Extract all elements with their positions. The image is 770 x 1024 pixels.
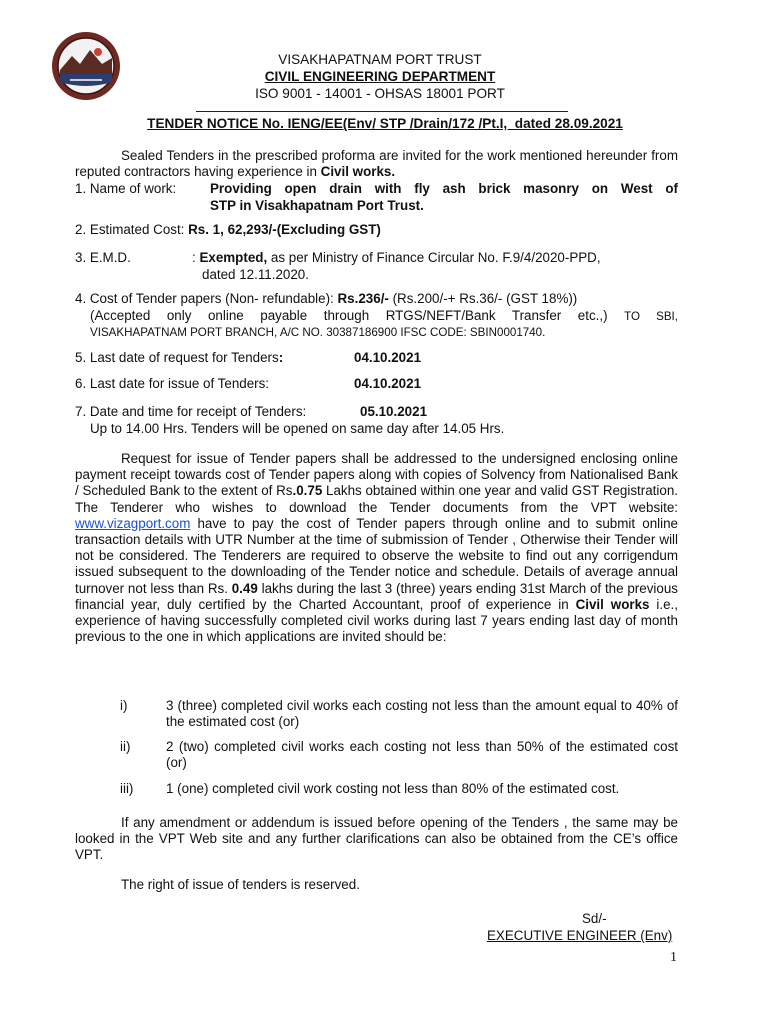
tender-cost-payment-mode: [90, 308, 678, 325]
organization-name: VISAKHAPATNAM PORT TRUST: [278, 52, 482, 67]
list-item: 3 (three) completed civil works each costing not less than the amount equal to 40% of the estimated cost (or): [166, 698, 678, 730]
name-of-work-line1: Providing open drain with fly ash brick masonry on West of: [210, 181, 678, 196]
estimated-cost-row: [75, 222, 381, 238]
intro-bold: Civil works.: [320, 164, 396, 180]
tender-cost-label: 4. Cost of Tender papers (Non- refundable):: [75, 291, 338, 306]
main-text-1: Request for issue of Tender papers shall be addressed to the undersigned enclosing online payment receipt towards cost of Tender papers along with copies of Solvency from Nationalised Bank / Scheduled Bank to the extent of Rs: [75, 451, 678, 499]
name-of-work-label: 1. Name of work:: [75, 181, 177, 196]
issue-date-value: 04.10.2021: [354, 376, 422, 391]
main-text-2: Lakhs obtained within one year and valid GST Registration. The Tenderer who wishes to download the Tender documents from the VPT website:: [75, 483, 678, 515]
payment-mode-text: (Accepted only online payable through RTGS/NEFT/Bank Transfer etc.,): [90, 308, 625, 323]
signatory-title: EXECUTIVE ENGINEER (Env): [487, 928, 673, 943]
emd-label: 3. E.M.D.: [75, 250, 131, 265]
main-text-3: have to pay the cost of Tender papers through online and to submit online transaction details with UTR Number at the time of submission of Tender , Otherwise their Tender will not be considered. The Tenderers are required to observe the website to find out any corrigendum issued subsequent to the downloading of the Tender notice and schedule. Details of average annual turnover not less than Rs.: [75, 515, 678, 596]
civil-works-bold: Civil works: [575, 596, 650, 612]
emd-exempted: Exempted,: [199, 250, 268, 265]
tender-cost-breakup: (Rs.200/-+ Rs.36/- (GST 18%)): [388, 291, 578, 306]
main-text-5: i.e., experience of having successfully completed civil works during last 7 years ending last day of month previous to the one in which applications are invited should be:: [75, 596, 678, 645]
receipt-date-label: 7. Date and time for receipt of Tenders:: [75, 404, 307, 419]
receipt-time-details: Up to 14.00 Hrs. Tenders will be opened on same day after 14.05 Hrs.: [90, 421, 505, 436]
payment-to-bank: TO SBI,: [624, 310, 678, 323]
page-number: 1: [670, 950, 677, 965]
amendment-paragraph: If any amendment or addendum is issued before opening of the Tenders , the same may be looked in the VPT Web site and any further clarifications can also be obtained from the CE’s office VPT.: [75, 815, 678, 863]
list-item-number: ii): [120, 739, 131, 754]
tender-cost-row: [75, 291, 577, 307]
emd-row: [192, 250, 678, 266]
emd-colon: :: [192, 250, 200, 265]
emd-circular-date: dated 12.11.2020.: [202, 267, 309, 282]
list-item-number: i): [120, 698, 128, 713]
website-link[interactable]: www.vizagport.com: [75, 515, 191, 531]
list-item: 2 (two) completed civil works each costing not less than 50% of the estimated cost (or): [166, 739, 678, 771]
request-date-value: 04.10.2021: [354, 350, 422, 365]
estimated-cost-value: Rs. 1, 62,293/-(Excluding GST): [188, 222, 381, 237]
solvency-amount: .0.75: [292, 483, 323, 499]
tender-cost-value: Rs.236/-: [337, 291, 389, 306]
intro-text: Sealed Tenders in the prescribed proforma are invited for the work mentioned hereunder from reputed contractors having experience in: [75, 148, 678, 180]
list-item: 1 (one) completed civil work costing not less than 80% of the estimated cost.: [166, 781, 620, 796]
intro-paragraph: [75, 148, 678, 180]
main-paragraph: [75, 451, 678, 645]
turnover-amount: 0.49: [231, 580, 258, 596]
iso-certification: ISO 9001 - 14001 - OHSAS 18001 PORT: [255, 86, 505, 101]
rights-reserved-text: The right of issue of tenders is reserved.: [121, 877, 360, 892]
main-text-4: lakhs during the last 3 (three) years ending 31st March of the previous financial year, duly certified by the Charted Accountant, proof of experience in: [75, 580, 678, 612]
request-date-row: [75, 350, 283, 366]
header-rule: [196, 111, 568, 112]
list-item-number: iii): [120, 781, 134, 796]
bank-account-details: VISAKHAPATNAM PORT BRANCH, A/C NO. 30387186900 IFSC CODE: SBIN0001740.: [90, 326, 546, 339]
name-of-work-line2: STP in Visakhapatnam Port Trust.: [210, 198, 424, 213]
issue-date-label: 6. Last date for issue of Tenders:: [75, 376, 270, 391]
receipt-date-value: 05.10.2021: [360, 404, 428, 419]
estimated-cost-label: 2. Estimated Cost:: [75, 222, 189, 237]
tender-notice-title: TENDER NOTICE No. IENG/EE(Env/ STP /Drain/172 /Pt.I, dated 28.09.2021: [147, 116, 623, 131]
department-name: CIVIL ENGINEERING DEPARTMENT: [264, 69, 496, 84]
port-trust-seal-logo: [50, 30, 122, 102]
request-date-label: 5. Last date of request for Tenders: [75, 350, 279, 365]
signature-mark: Sd/-: [582, 911, 607, 926]
request-date-colon: :: [278, 350, 284, 365]
emd-circular: as per Ministry of Finance Circular No. F.9/4/2020-PPD,: [267, 250, 601, 265]
